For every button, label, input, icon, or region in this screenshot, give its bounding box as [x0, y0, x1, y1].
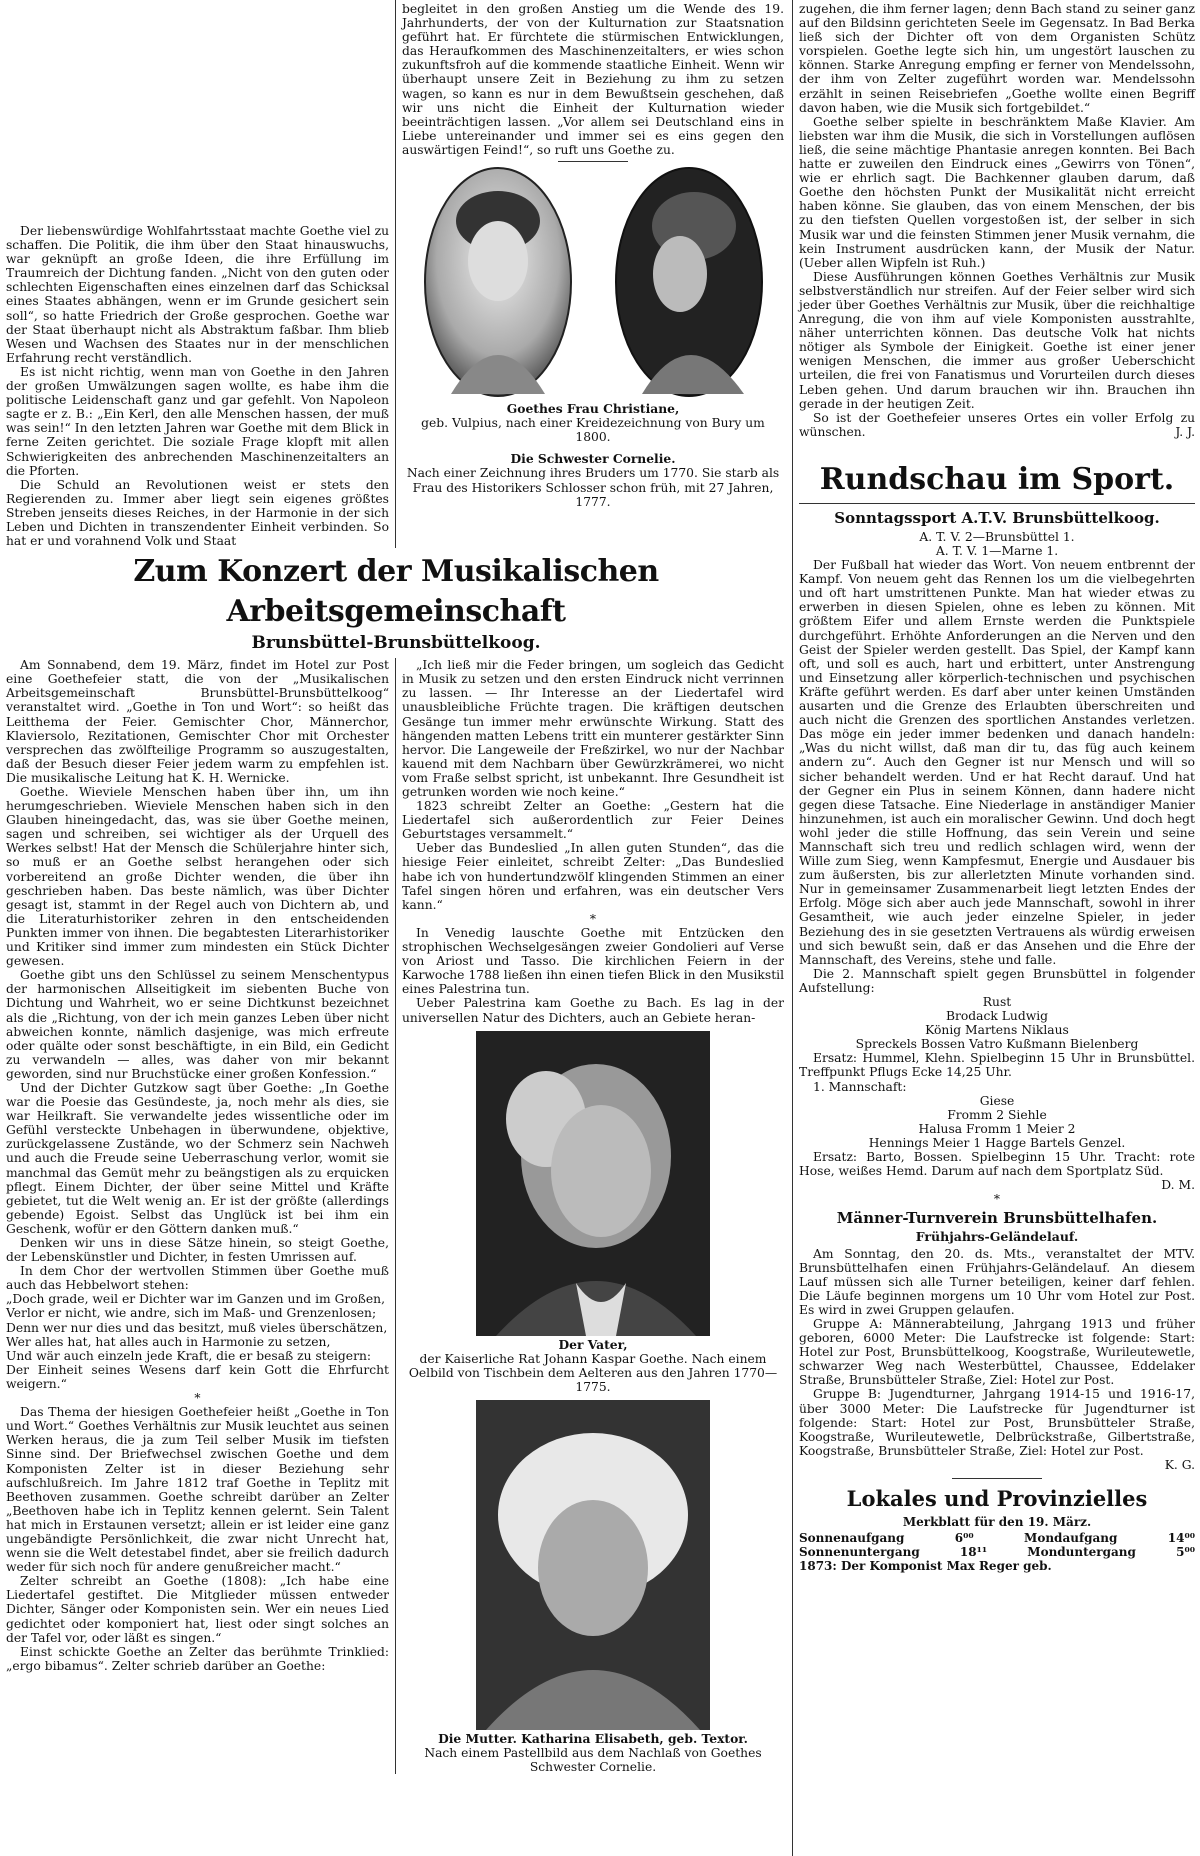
anniversary: 1873: Der Komponist Max Reger geb.	[799, 1559, 1052, 1574]
lineup-line: Spreckels Bossen Vatro Kußmann Bielenberg	[855, 1037, 1139, 1052]
signature: J. J.	[1175, 424, 1195, 439]
verse-line: Denn wer nur dies und das besitzt, muß vieles überschätzen,	[6, 1320, 388, 1335]
caption-title: Der Vater,	[558, 1336, 628, 1352]
paragraph: Der liebenswürdige Wohlfahrtsstaat machte Goethe viel zu schaffen. Die Politik, die ihm über den Staat hinauswuchs, war geknüpft an große Ideen, die ihre Erfüllung im Traumreich der Dichtung fanden. „Nicht von den guten oder schlechten Eigenschaften eines einzelnen darf das Schicksal eines Staates abhängen, wenn er im Grunde gesichert sein soll“, so hatte Friedrich der Große gesprochen. Goethe war der Staat überhaupt nicht als Abstraktum faßbar. Ihm blieb Wesen und Wachsen des Staates nur in der menschlichen Erfahrung recht verständlich.	[6, 224, 389, 365]
article-left-main	[0, 658, 395, 1774]
caption-text: der Kaiserliche Rat Johann Kaspar Goethe. Nach einem Oelbild von Tischbein dem Aelteren aus den Jahren 1770—1775.	[408, 1351, 778, 1394]
hebbel-verse	[6, 1292, 389, 1391]
article-middle-top	[402, 2, 784, 157]
paragraph: Die 2. Mannschaft spielt gegen Brunsbüttel in folgender Aufstellung:	[799, 966, 1195, 995]
caption-title: Die Mutter. Katharina Elisabeth, geb. Textor.	[438, 1730, 748, 1746]
moonset-label: Monduntergang	[1027, 1545, 1136, 1560]
merkblatt-title: Merkblatt für den 19. März.	[902, 1515, 1092, 1529]
signature: K. G.	[1164, 1457, 1195, 1472]
article-left-top	[0, 0, 395, 548]
paragraph: In Venedig lauschte Goethe mit Entzücken den strophischen Wechselgesängen zweier Gondolieri auf Verse von Ariost und Tasso. Die kirchlichen Feiern in der Karwoche 1788 ließen ihn einen tiefen Blick in den Musikstil eines Palestrina tun.	[402, 925, 784, 997]
verse-line: Der Einheit seines Wesens darf kein Gott die Ehrfurcht weigern.“	[6, 1362, 389, 1391]
article-right	[792, 0, 1199, 1856]
section-star: *	[993, 1192, 1001, 1207]
portrait-cornelie	[614, 166, 764, 398]
paragraph: 1823 schreibt Zelter an Goethe: „Gestern hat die Liedertafel sich außerordentlich zur Feier Deines Geburtstages versammelt.“	[402, 799, 784, 842]
separator	[558, 161, 628, 162]
article-middle-main	[402, 658, 784, 1024]
paragraph: Ueber das Bundeslied „In allen guten Stunden“, das die hiesige Feier einleitet, schreibt Zelter: „Das Bundeslied habe ich von hundertundzwölf klingenden Stimmen an einer Tafel singen hören und erfahren, was ein deutscher Vers kann.“	[402, 841, 784, 912]
paragraph: Das Thema der hiesigen Goethefeier heißt „Goethe in Ton und Wort.“ Goethes Verhältnis zur Musik leuchtet aus seinen Werken heraus, die ja zum Teil selber Musik im tiefsten Sinne sind. Der Briefwechsel zwischen Goethe und dem Komponisten Zelter ist in dieser Beziehung sehr aufschlußreich. Im Jahre 1812 traf Goethe in Teplitz mit Beethoven zusammen. Goethe schreibt darüber an Zelter „Beethoven habe ich in Teplitz kennen gelernt. Sein Talent hat mich in Erstaunen versetzt; allein er ist leider eine ganz ungebändigte Persönlichkeit, die zwar nicht Unrecht hat, wenn sie die Welt detestabel findet, aber sie freilich dadurch weder für sich noch für andere genußreicher macht.“	[6, 1405, 389, 1575]
portrait-mother	[476, 1400, 710, 1730]
lineup-line: Brodack Ludwig	[945, 1009, 1049, 1024]
portrait-pair	[402, 166, 784, 398]
lineup-line: Rust	[982, 995, 1012, 1009]
moonrise-label: Mondaufgang	[1024, 1531, 1118, 1546]
caption-father	[402, 1338, 784, 1394]
paragraph: begleitet in den großen Anstieg um die Wende des 19. Jahrhunderts, der von der Kulturnation zur Staatsnation geführt hat. Er fürchtete die stürmischen Entwicklungen, das Heraufkommen des Maschinenzeitalters, er wies schon zukunftsfroh auf die kommende staatliche Einheit. Wenn wir überhaupt unsere Zeit in Beziehung zu ihm zu setzen wagen, so kann es nur in dem Bewußtsein geschehen, daß wir uns nicht die Einheit der Kulturnation wieder beeinträchtigen lassen. „Vor allem sei Deutschland eins in Liebe untereinander und immer sei es eins gegen den auswärtigen Feind!“, so ruft uns Goethe zu.	[402, 2, 784, 157]
verse-line: „Doch grade, weil er Dichter war im Ganzen und im Großen,	[6, 1292, 385, 1307]
verse-line: Verlor er nicht, wie andre, sich im Maß- und Grenzenlosen;	[6, 1306, 377, 1321]
portrait-father	[476, 1031, 710, 1336]
mtv-title: Männer-Turnverein Brunsbüttelhafen.	[836, 1209, 1158, 1228]
sport-title: Rundschau im Sport.	[819, 461, 1175, 497]
caption-cornelie	[402, 452, 784, 508]
section-star: *	[589, 911, 597, 926]
paragraph: Einst schickte Goethe an Zelter das berühmte Trinklied: „ergo bibamus“. Zelter schrieb darüber an Goethe:	[6, 1644, 389, 1673]
lineup-line: Halusa Fromm 1 Meier 2	[918, 1121, 1076, 1136]
caption-mother	[402, 1732, 784, 1774]
caption-title: Die Schwester Cornelie.	[510, 451, 676, 467]
mtv-subtitle: Frühjahrs-Geländelauf.	[915, 1229, 1079, 1245]
paragraph: zugehen, die ihm ferner lagen; denn Bach stand zu seiner ganz auf den Bildsinn gerichteten Seele im Gegensatz. In Bad Berka ließ sich der Dichter oft von dem Organisten Schütz vorspielen. Goethe legte sich hin, um ungestört lauschen zu können. Starke Anregung empfing er ferner von Mendelssohn, der ihm von Zelter zugeführt worden war. Mendelssohn erzählt in seinen Reisebriefen „Goethe wollte einen Begriff davon haben, wie die Musik sich fortgebildet.“	[799, 2, 1195, 115]
caption-text: Nach einer Zeichnung ihres Bruders um 1770. Sie starb als Frau des Historikers Schlosser schon früh, mit 27 Jahren, 1777.	[406, 466, 780, 509]
paragraph: Ersatz: Barto, Bossen. Spielbeginn 15 Uhr. Tracht: rote Hose, weißes Hemd. Darum auf nach dem Sportplatz Süd.	[799, 1150, 1195, 1179]
paragraph: Diese Ausführungen können Goethes Verhältnis zur Musik selbstverständlich nur streifen. Auf der Feier selber wird sich jeder über Goethes Verhältnis zur Musik, über die reichhaltige Anregung, die von ihm auf viele Komponisten ausstrahlte, näher unterrichten können. Das deutsche Volk hat nichts nötiger als Symbole der Einigkeit. Goethe ist einer jener wenigen Menschen, die immer aus großer Ueberschicht urteilen, die frei von Fanatismus und Vorurteilen durch dieses Leben gehen. Und darum brauchen wir ihn. Brauchen ihn gerade in der heutigen Zeit.	[799, 269, 1195, 411]
paragraph: In dem Chor der wertvollen Stimmen über Goethe muß auch das Hebbelwort stehen:	[6, 1264, 389, 1293]
moonset: 5⁰⁰	[1176, 1545, 1195, 1560]
separator	[952, 1478, 1042, 1479]
caption-text: Nach einem Pastellbild aus dem Nachlaß von Goethes Schwester Cornelie.	[424, 1746, 762, 1775]
sunrise: 6⁰⁰	[954, 1531, 974, 1546]
paragraph: Ersatz: Hummel, Klehn. Spielbeginn 15 Uhr in Brunsbüttel. Treffpunkt Pflugs Ecke 14,25 Uhr.	[799, 1051, 1195, 1080]
paragraph: „Ich ließ mir die Feder bringen, um sogleich das Gedicht in Musik zu setzen und den ersten Eindruck nicht verrinnen zu lassen. — Ihr Interesse an der Liedertafel wird unausbleibliche Früchte tragen. Die kräftigen deutschen Gesänge tun immer mehr erwünschte Wirkung. Statt des hängenden matten Lebens tritt ein munterer gestärkter Sinn hervor. Die Langeweile der Freßzirkel, wo nur der Nachbar kauend mit dem Nachbarn über Gewürzkrämerei, wo nicht vom Fraße selbst spricht, ist unbekannt. Ihre Gesundheit ist getrunken worden wie noch keine.“	[402, 658, 784, 799]
lineup-line: Giese	[979, 1093, 1015, 1108]
paragraph: Es ist nicht richtig, wenn man von Goethe in den Jahren der großen Umwälzungen sagen wollte, es habe ihm die politische Leidenschaft ganz und gar gefehlt. Von Napoleon sagte er z. B.: „Ein Kerl, den alle Menschen hassen, der muß was sein!“ In den letzten Jahren war Goethe mit dem Blick in ferne Zeiten gerichtet. Die soziale Frage klopft mit allen Schwierigkeiten des anbrechenden Maschinenzeitalters an die Pforten.	[6, 364, 389, 478]
middle-main-column	[395, 658, 788, 1774]
paragraph: Goethe gibt uns den Schlüssel zu seinem Menschentypus der harmonischen Allseitigkeit im siebenten Buche von Dichtung und Wahrheit, wo er seine Dichtkunst bezeichnet als die „Richtung, von der ich mein ganzes Leben über nicht abweichen konnte, nämlich dasjenige, was mich erfreute oder quälte oder sonst beschäftigte, in ein Bild, ein Gedicht zu verwandeln — alles, was daher von mir bekannt geworden, sind nur Bruchstücke einer großen Konfession.“	[6, 968, 389, 1081]
section-star: *	[194, 1391, 201, 1406]
separator	[799, 503, 1195, 504]
paragraph: Gruppe B: Jugendturner, Jahrgang 1914-15 und 1916-17, über 3000 Meter: Die Laufstrecke für Jugendturner ist folgende: Start: Hotel zur Post, Brunsbütteler Straße, Koogstraße, Wurileutewetle, Delbrückstraße, Gilbertstraße, Koogstraße, Brunsbütteler Straße, Ziel: Hotel zur Post.	[799, 1387, 1195, 1458]
paragraph: Der Fußball hat wieder das Wort. Von neuem entbrennt der Kampf. Von neuem geht das Rennen los um die vielbegehrten und oft hart umstrittenen Punkte. Man hat wieder etwas zu erwerben in diesen Spielen, ohne es leben zu können. Mit größtem Eifer und allem Ernste werden die Punktspiele durchgeführt. Erhöhte Anforderungen an die Nerven und den Geist der Spieler werden gestellt. Das Spiel, der Kampf kann oft, und soll es auch, hart und erbittert, unter Anstrengung und Einsetzung aller körperlich-technischen und psychischen Kräfte geführt werden. Es darf aber unter keinen Umständen ausarten und die Grenze des Erlaubten überschreiten und auch nicht die Grenzen des sportlichen Anstandes verletzen. Das möge ein jeder immer bedenken und danach handeln: „Was du nicht willst, daß man dir tu, das füg auch keinem andern zu“. Auch den Gegner ist nur Mensch und will so sicher behandelt werden. Und er hat Recht darauf. Und hat der Gegner ein Plus in seinem Können, dann hadere nicht gegen diese Tatsache. Eine Niederlage in anständiger Manier hinzunehmen, ist auch ein moralischer Gewinn. Und doch hegt wohl jeder die stille Hoffnung, das sein Verein und seine Mannschaft sich treu und redlich schlagen wird, wenn der Wille zum Sieg, wenn Kampfesmut, Energie und Ausdauer bis zum äußersten, bis zur allerletzten Minute vorhanden sind. Nur in gemeinsamer Zusammenarbeit liegt letzten Endes der Erfolg. Möge sich aber auch jede Mannschaft, sowohl in ihrer Gesamtheit, wie auch jeder einzelne Spieler, in jeder Beziehung des in sie gesetzten Vertrauens als würdig erweisen und sich bewußt sein, daß er das Ansehen und die Ehre der Mannschaft, des Vereins, stehe und falle.	[799, 558, 1195, 967]
lineup-line: König Martens Niklaus	[925, 1023, 1069, 1038]
sunset-label: Sonnenuntergang	[799, 1545, 920, 1560]
verse-line: Wer alles hat, hat alles auch in Harmonie zu setzen,	[6, 1334, 331, 1349]
sunset: 18¹¹	[959, 1545, 988, 1560]
paragraph: Die Schuld an Revolutionen weist er stets den Regierenden zu. Immer aber liegt sein eigenes größtes Streben jenseits dieses Reiches, in der Harmonie in der sich Leben und Dichten in transzendenter Einheit verbinden. So hat er und vorahnend Volk und Staat	[6, 477, 389, 549]
match-1: A. T. V. 2—Brunsbüttel 1.	[919, 529, 1075, 544]
caption-text: geb. Vulpius, nach einer Kreidezeichnung von Bury um 1800.	[421, 416, 765, 445]
paragraph: Ueber Palestrina kam Goethe zu Bach. Es lag in der universellen Natur des Dichters, auch an Gebiete heran-	[402, 996, 784, 1025]
caption-title: Goethes Frau Christiane,	[506, 401, 680, 417]
almanac-row	[799, 1531, 1195, 1545]
paragraph	[799, 411, 1195, 439]
lineup-line: Hennings Meier 1 Hagge Bartels Genzel.	[868, 1135, 1126, 1150]
match-2: A. T. V. 1—Marne 1.	[935, 544, 1059, 558]
closing-line: So ist der Goethefeier unseres Ortes ein voller Erfolg zu wünschen.	[799, 410, 1195, 439]
headline-title: Zum Konzert der Musikalischen Arbeitsgemeinschaft	[133, 554, 659, 630]
paragraph: Und der Dichter Gutzkow sagt über Goethe: „In Goethe war die Poesie das Gesündeste, ja, noch mehr als dies, sie war Heilkraft. Sie verwandelte jedes wissentliche oder im Gefühl versteckte Unbehagen in überwundene, objektive, zurückgelassene Zustände, wo der Schmerz sein Nachweh und auch die Freude seine Ueberraschung verlor, womit sie manchmal das Gemüt mehr zu beängstigen als zu erquicken pflegt. Einem Dichter, der über seine Mittel und Kräfte gebietet, tut die Welt wenig an. Er ist der größte (allerdings gebende) Egoist. Selbst das Unglück ist bei ihm ein Geschenk, wofür er den Göttern danken muß.“	[6, 1080, 389, 1236]
paragraph: Am Sonntag, den 20. ds. Mts., veranstaltet der MTV. Brunsbüttelhafen einen Frühjahrs-Geländelauf. An diesem Lauf müssen sich alle Turner beteiligen, keiner darf fehlen. Die Läufe beginnen morgens um 10 Uhr vom Hotel zur Post. Es wird in zwei Gruppen gelaufen.	[799, 1246, 1195, 1317]
paragraph: Am Sonnabend, dem 19. März, findet im Hotel zur Post eine Goethefeier statt, die von der „Musikalischen Arbeitsgemeinschaft Brunsbüttel-Brunsbüttelkoog“ veranstaltet wird. „Goethe in Ton und Wort“: so heißt das Leitthema der Feier. Gemischter Chor, Männerchor, Klaviersolo, Rezitationen, Gemischter Chor mit Orchester versprechen das zwölfteilige Programm so auszugestalten, daß der Besuch dieser Feier jedem warm zu empfehlen ist. Die musikalische Leitung hat K. H. Wernicke.	[6, 658, 389, 785]
local-title: Lokales und Provinzielles	[846, 1486, 1148, 1511]
signature: D. M.	[1161, 1178, 1195, 1193]
sport-subtitle: Sonntagssport A.T.V. Brunsbüttelkoog.	[834, 508, 1160, 527]
paragraph: Denken wir uns in diese Sätze hinein, so steigt Goethe, der Lebenskünstler und Dichter, in festen Umrissen auf.	[6, 1236, 389, 1265]
lineup-line: Fromm 2 Siehle	[947, 1107, 1047, 1122]
paragraph: Goethe. Wieviele Menschen haben über ihn, um ihn herumgeschrieben. Wieviele Menschen haben sich in den Glauben hineingedacht, das, was sie über Goethe meinen, sagen und schreiben, sei wichtiger als der Urquell des Werkes selbst! Hat der Mensch die Schülerjahre hinter sich, so muß er an Goethe selbst herangehen oder sich vorbereitend an große Dichter wenden, die über ihn geschrieben haben. Das beste nämlich, was über Dichter gesagt ist, stammt in der Regel auch von Dichtern ab, und die Literaturhistoriker zehren in den entscheidenden Punkten immer von ihnen. Die begabtesten Literarhistoriker und Kritiker sind immer zum mindesten ein Stück Dichter gewesen.	[6, 785, 389, 969]
paragraph: Gruppe A: Männerabteilung, Jahrgang 1913 und früher geboren, 6000 Meter: Die Laufstrecke ist folgende: Start: Hotel zur Post, Brunsbüttelkoog, Koogstraße, Wurileutewetle, schwarzer Weg nach Westerbüttel, Chaussee, Eddelaker Straße, Brunsbütteler Straße, Ziel: Hotel zur Post.	[799, 1316, 1195, 1388]
paragraph: Goethe selber spielte in beschränktem Maße Klavier. Am liebsten war ihm die Musik, die sich in Vorstellungen auflösen ließ, die seine mächtige Phantasie anregen konnten. Bei Bach hatte er zuweilen den Eindruck eines „Gewirrs von Tönen“, wie er ehrlich sagt. Die Bachkenner glauben darum, daß Goethe den höchsten Punkt der Musikalität nicht erreicht haben könne. Sie glauben, das von einem Menschen, der bis zu den tiefsten Quellen vorgestoßen ist, der selber in sich Musik war und die feinsten Stimmen jener Musik vernahm, die kein Instrument ausdrücken kann, der Musik der Natur. (Ueber allen Wipfeln ist Ruh.)	[799, 114, 1195, 270]
verse-line: Und wär auch einzeln jede Kraft, die er besaß zu steigern:	[6, 1348, 372, 1363]
almanac-row	[799, 1545, 1195, 1559]
sunrise-label: Sonnenaufgang	[799, 1531, 905, 1546]
top-row	[0, 0, 792, 548]
moonrise: 14⁰⁰	[1167, 1531, 1195, 1546]
headline-subtitle: Brunsbüttel-Brunsbüttelkoog.	[251, 633, 541, 654]
middle-top-column	[395, 0, 788, 548]
paragraph: Zelter schreibt an Goethe (1808): „Ich habe eine Liedertafel gestiftet. Die Mitglieder müssen entweder Dichter, Sänger oder Komponisten sein. Wer ein neues Lied gedichtet oder komponiert hat, liest oder singt solches an der Tafel vor, oder läßt es singen.“	[6, 1574, 389, 1645]
team1-label: 1. Mannschaft:	[813, 1079, 907, 1094]
caption-christiane	[402, 402, 784, 444]
portrait-christiane	[423, 166, 573, 398]
bottom-row	[0, 658, 792, 1774]
